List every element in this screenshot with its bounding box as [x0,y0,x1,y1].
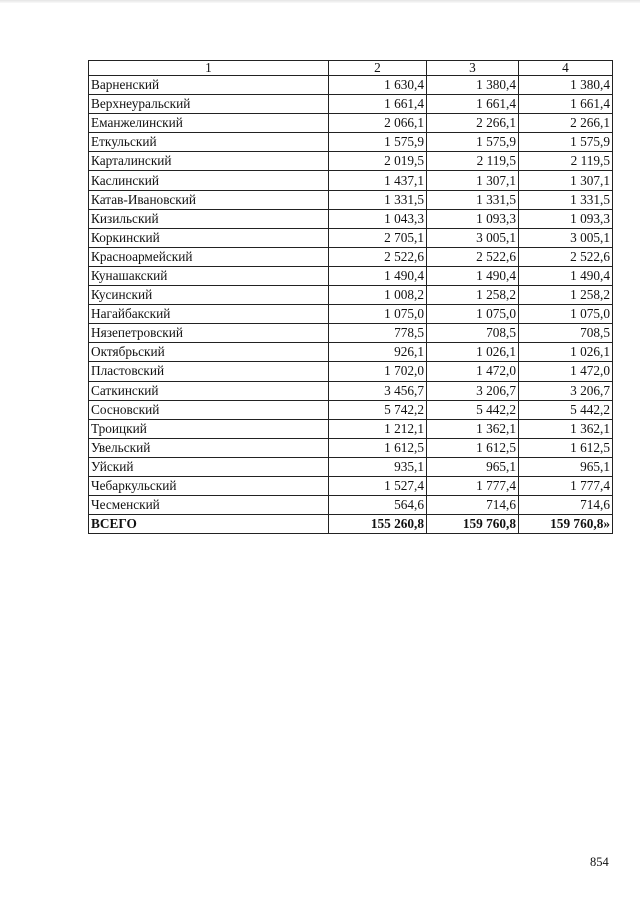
value-cell: 1 661,4 [519,95,613,114]
value-cell: 1 630,4 [329,76,427,95]
value-cell: 2 522,6 [427,247,519,266]
value-cell: 5 742,2 [329,400,427,419]
budget-table [88,60,613,534]
district-name-cell: Сосновский [89,400,329,419]
district-name-cell: Кусинский [89,286,329,305]
table-row [89,247,613,266]
value-cell: 3 206,7 [427,381,519,400]
value-cell: 2 119,5 [427,152,519,171]
value-cell: 1 472,0 [519,362,613,381]
value-cell: 1 075,0 [427,305,519,324]
scan-edge [0,0,640,3]
value-cell: 1 026,1 [519,343,613,362]
district-name-cell: Октябрьский [89,343,329,362]
district-name-cell: Карталинский [89,152,329,171]
table-row [89,286,613,305]
value-cell: 1 380,4 [427,76,519,95]
district-name-cell: Нагайбакский [89,305,329,324]
district-name-cell: Кизильский [89,209,329,228]
table-row [89,324,613,343]
table-body [89,76,613,515]
value-cell: 1 331,5 [329,190,427,209]
column-header: 3 [427,61,519,76]
value-cell: 2 119,5 [519,152,613,171]
total-row [89,515,613,534]
value-cell: 1 307,1 [427,171,519,190]
district-name-cell: Нязепетровский [89,324,329,343]
value-cell: 1 612,5 [329,438,427,457]
value-cell: 1 093,3 [519,209,613,228]
value-cell: 2 522,6 [329,247,427,266]
value-cell: 1 380,4 [519,76,613,95]
column-header: 4 [519,61,613,76]
district-name-cell: Коркинский [89,228,329,247]
value-cell: 1 258,2 [427,286,519,305]
value-cell: 1 661,4 [427,95,519,114]
value-cell: 1 258,2 [519,286,613,305]
value-cell: 1 490,4 [427,266,519,285]
value-cell: 1 026,1 [427,343,519,362]
column-header: 1 [89,61,329,76]
value-cell: 1 362,1 [427,419,519,438]
value-cell: 778,5 [329,324,427,343]
district-name-cell: Красноармейский [89,247,329,266]
district-name-cell: Еманжелинский [89,114,329,133]
value-cell: 965,1 [427,457,519,476]
value-cell: 2 019,5 [329,152,427,171]
value-cell: 2 266,1 [427,114,519,133]
district-name-cell: Пластовский [89,362,329,381]
value-cell: 3 456,7 [329,381,427,400]
header-row [89,61,613,76]
total-value: 155 260,8 [329,515,427,534]
table-row [89,476,613,495]
district-name-cell: Чесменский [89,496,329,515]
table-row [89,305,613,324]
value-cell: 2 266,1 [519,114,613,133]
value-cell: 1 093,3 [427,209,519,228]
value-cell: 1 331,5 [427,190,519,209]
value-cell: 1 075,0 [329,305,427,324]
value-cell: 1 043,3 [329,209,427,228]
table-row [89,152,613,171]
value-cell: 965,1 [519,457,613,476]
table-row [89,362,613,381]
table-row [89,95,613,114]
table-row [89,400,613,419]
value-cell: 1 490,4 [519,266,613,285]
total-value: 159 760,8» [519,515,613,534]
value-cell: 708,5 [427,324,519,343]
value-cell: 1 575,9 [329,133,427,152]
table-row [89,171,613,190]
value-cell: 1 612,5 [519,438,613,457]
value-cell: 926,1 [329,343,427,362]
total-label: ВСЕГО [89,515,329,534]
value-cell: 714,6 [519,496,613,515]
page-number: 854 [590,855,609,869]
value-cell: 1 075,0 [519,305,613,324]
value-cell: 1 008,2 [329,286,427,305]
value-cell: 1 661,4 [329,95,427,114]
district-name-cell: Троицкий [89,419,329,438]
district-name-cell: Варненский [89,76,329,95]
district-name-cell: Чебаркульский [89,476,329,495]
value-cell: 708,5 [519,324,613,343]
district-name-cell: Уйский [89,457,329,476]
table-row [89,438,613,457]
total-value: 159 760,8 [427,515,519,534]
table-row [89,76,613,95]
value-cell: 1 362,1 [519,419,613,438]
district-name-cell: Саткинский [89,381,329,400]
table-row [89,419,613,438]
table-row [89,133,613,152]
district-name-cell: Верхнеуральский [89,95,329,114]
value-cell: 1 212,1 [329,419,427,438]
table-row [89,114,613,133]
value-cell: 3 206,7 [519,381,613,400]
value-cell: 5 442,2 [519,400,613,419]
value-cell: 3 005,1 [427,228,519,247]
value-cell: 1 331,5 [519,190,613,209]
value-cell: 1 527,4 [329,476,427,495]
value-cell: 1 612,5 [427,438,519,457]
district-name-cell: Кунашакский [89,266,329,285]
table-row [89,343,613,362]
value-cell: 1 575,9 [519,133,613,152]
district-name-cell: Еткульский [89,133,329,152]
value-cell: 935,1 [329,457,427,476]
table-row [89,209,613,228]
table-row [89,457,613,476]
value-cell: 1 437,1 [329,171,427,190]
value-cell: 1 490,4 [329,266,427,285]
value-cell: 1 575,9 [427,133,519,152]
value-cell: 2 522,6 [519,247,613,266]
value-cell: 1 777,4 [519,476,613,495]
value-cell: 1 307,1 [519,171,613,190]
value-cell: 564,6 [329,496,427,515]
column-header: 2 [329,61,427,76]
table-row [89,190,613,209]
table-row [89,266,613,285]
district-name-cell: Увельский [89,438,329,457]
value-cell: 3 005,1 [519,228,613,247]
table-row [89,228,613,247]
table-row [89,381,613,400]
district-name-cell: Катав-Ивановский [89,190,329,209]
value-cell: 1 777,4 [427,476,519,495]
value-cell: 1 702,0 [329,362,427,381]
value-cell: 2 066,1 [329,114,427,133]
value-cell: 714,6 [427,496,519,515]
district-name-cell: Каслинский [89,171,329,190]
value-cell: 2 705,1 [329,228,427,247]
table-row [89,496,613,515]
value-cell: 1 472,0 [427,362,519,381]
value-cell: 5 442,2 [427,400,519,419]
